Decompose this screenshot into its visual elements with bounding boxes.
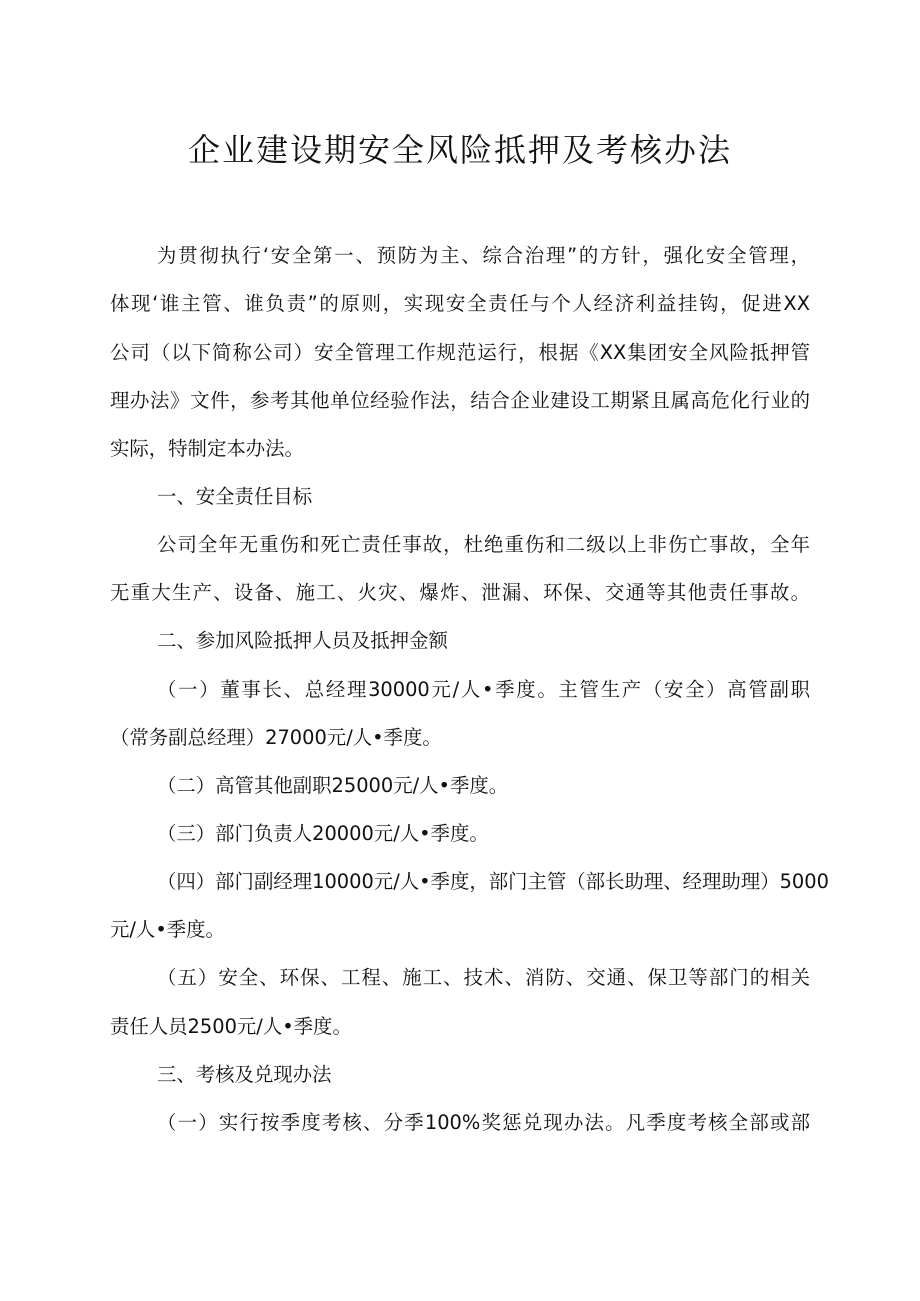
section-2-item-5-line: 责任人员2500元/人•季度。 bbox=[110, 1015, 352, 1038]
intro-line: 理办法》文件，参考其他单位经验作法，结合企业建设工期紧且属高危化行业的 bbox=[110, 389, 810, 412]
intro-line: 公司（以下简称公司）安全管理工作规范运行，根据《XX集团安全风险抵押管 bbox=[110, 341, 810, 364]
intro-line: 体现‘谁主管、谁负责”的原则，实现安全责任与个人经济利益挂钩，促进XX bbox=[110, 292, 810, 315]
section-2-item-1-line: （一）董事长、总经理30000元/人•季度。主管生产（安全）高管副职 bbox=[157, 678, 810, 701]
section-heading-3: 三、考核及兑现办法 bbox=[157, 1063, 332, 1086]
document-title: 企业建设期安全风险抵押及考核办法 bbox=[187, 131, 732, 169]
section-1-line: 无重大生产、设备、施工、火灾、爆炸、泄漏、环保、交通等其他责任事故。 bbox=[110, 581, 810, 604]
section-1-line: 公司全年无重伤和死亡责任事故，杜绝重伤和二级以上非伤亡事故，全年 bbox=[157, 533, 810, 556]
section-2-item-3: （三）部门负责人20000元/人•季度。 bbox=[157, 822, 489, 845]
section-3-item-1-line: （一）实行按季度考核、分季100%奖惩兑现办法。凡季度考核全部或部 bbox=[157, 1111, 810, 1134]
intro-line: 为贯彻执行‘安全第一、预防为主、综合治理”的方针，强化安全管理， bbox=[157, 244, 810, 267]
section-2-item-4-line: （四）部门副经理10000元/人•季度，部门主管（部长助理、经理助理）5000 bbox=[157, 870, 829, 893]
section-2-item-2: （二）高管其他副职25000元/人•季度。 bbox=[157, 774, 509, 797]
section-2-item-1-line: （常务副总经理）27000元/人•季度。 bbox=[110, 726, 442, 749]
section-heading-1: 一、安全责任目标 bbox=[157, 485, 313, 508]
intro-line: 实际，特制定本办法。 bbox=[110, 437, 304, 460]
section-2-item-4-line: 元/人•季度。 bbox=[110, 918, 225, 941]
section-2-item-5-line: （五）安全、环保、工程、施工、技术、消防、交通、保卫等部门的相关 bbox=[157, 966, 810, 989]
section-heading-2: 二、参加风险抵押人员及抵押金额 bbox=[157, 629, 448, 652]
